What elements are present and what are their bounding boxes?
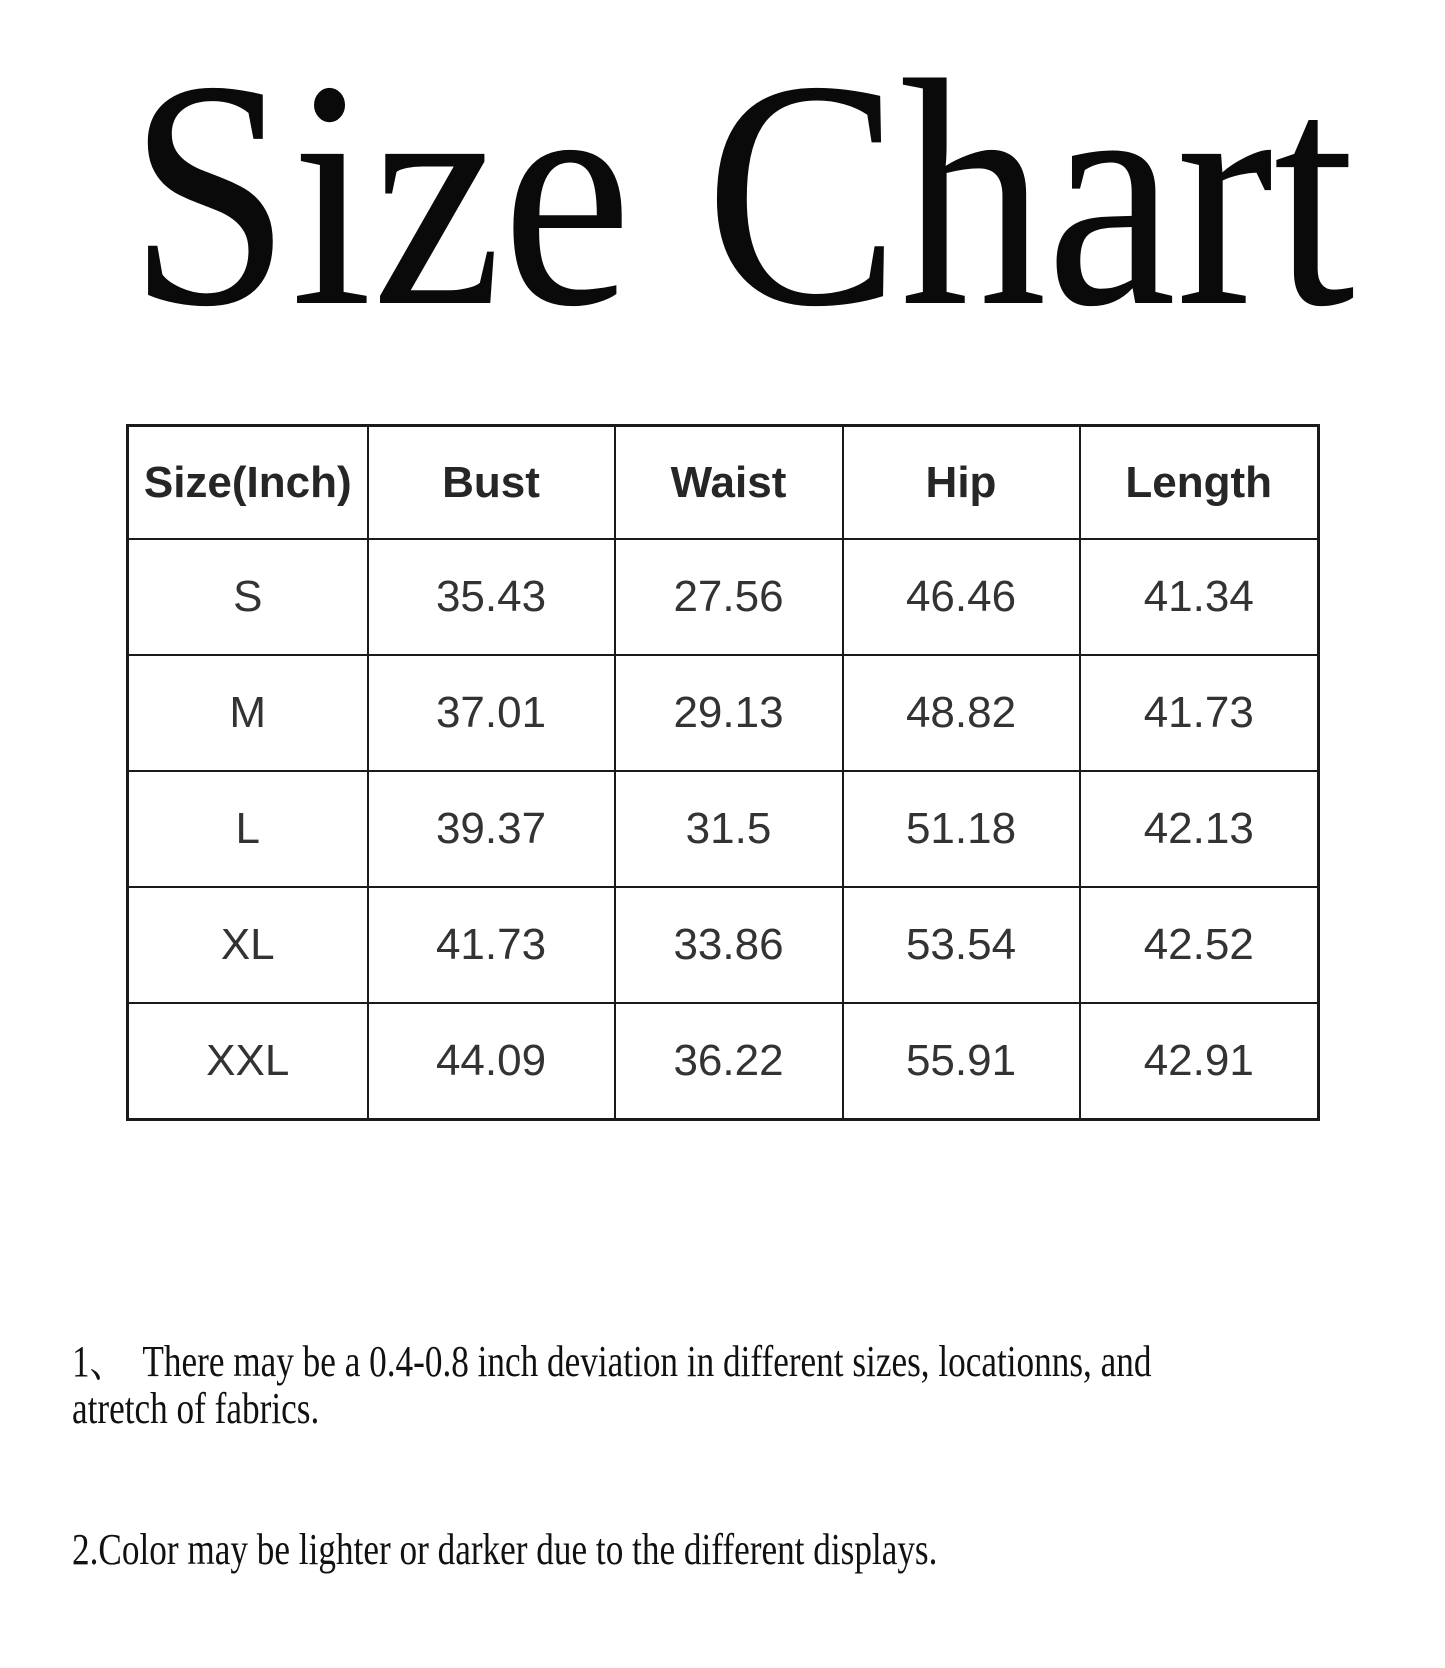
column-header-length: Length [1080,426,1319,540]
size-label: XXL [128,1003,368,1120]
size-label: S [128,539,368,655]
table-cell: 42.91 [1080,1003,1319,1120]
table-row-m [128,655,1319,771]
table-cell: 42.52 [1080,887,1319,1003]
table-cell: 41.73 [368,887,615,1003]
header-row [128,426,1319,540]
table-cell: 51.18 [843,771,1080,887]
size-label: M [128,655,368,771]
table-row-l [128,771,1319,887]
table-cell: 36.22 [615,1003,843,1120]
table-cell: 29.13 [615,655,843,771]
note-deviation: 1、 There may be a 0.4-0.8 inch deviation in different sizes, locationns, and atretch of fabrics. [72,1337,1161,1433]
table-cell: 39.37 [368,771,615,887]
table-cell: 42.13 [1080,771,1319,887]
table-cell: 44.09 [368,1003,615,1120]
table-cell: 55.91 [843,1003,1080,1120]
table-cell: 48.82 [843,655,1080,771]
size-label: XL [128,887,368,1003]
table-cell: 41.34 [1080,539,1319,655]
size-chart-table [126,424,1320,1121]
table-cell: 35.43 [368,539,615,655]
table-cell: 37.01 [368,655,615,771]
table-cell: 53.54 [843,887,1080,1003]
table-cell: 31.5 [615,771,843,887]
column-header-size: Size(Inch) [128,426,368,540]
table-cell: 27.56 [615,539,843,655]
page-title: Size Chart [128,14,1355,374]
table-row-xl [128,887,1319,1003]
column-header-waist: Waist [615,426,843,540]
table-cell: 41.73 [1080,655,1319,771]
table-row-xxl [128,1003,1319,1120]
note-color: 2.Color may be lighter or darker due to the different displays. [72,1525,938,1574]
column-header-hip: Hip [843,426,1080,540]
size-label: L [128,771,368,887]
table-row-s [128,539,1319,655]
notes [72,1244,1170,1667]
column-header-bust: Bust [368,426,615,540]
table-cell: 46.46 [843,539,1080,655]
table-cell: 33.86 [615,887,843,1003]
